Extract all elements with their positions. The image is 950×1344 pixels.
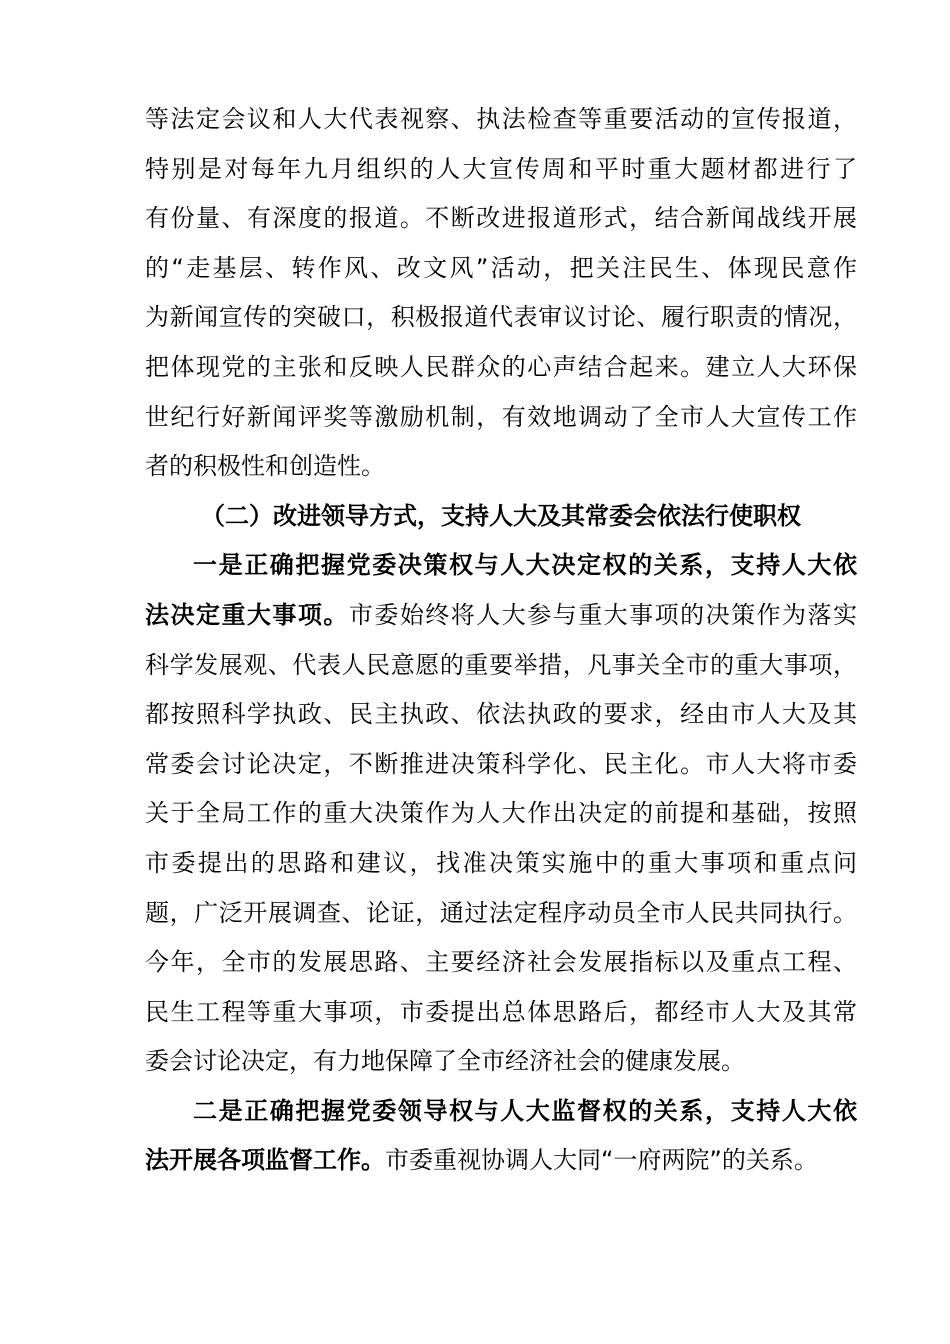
paragraph-line: [145, 194, 857, 244]
line-text: 为新闻宣传的突破口，积极报道代表审议讨论、履行职责的情况，: [145, 303, 857, 332]
line-text: 市委始终将人大参与重大事项的决策作为落实: [348, 600, 857, 629]
line-text: 关于全局工作的重大决策作为人大作出决定的前提和基础，按照: [145, 799, 857, 828]
bold-lead-text: 一是正确把握党委决策权与人大决定权的关系，支持人大依: [193, 551, 857, 580]
paragraph-line: [145, 740, 857, 790]
line-text: 把体现党的主张和反映人民群众的心声结合起来。建立人大环保: [145, 352, 857, 381]
bold-lead-text: 二是正确把握党委领导权与人大监督权的关系，支持人大依: [193, 1096, 857, 1125]
paragraph-line: [145, 1136, 857, 1186]
paragraph-line: [145, 1037, 857, 1087]
paragraph-line: [145, 541, 857, 591]
line-text: 科学发展观、代表人民意愿的重要举措，凡事关全市的重大事项，: [145, 650, 857, 679]
bold-lead-text: 法决定重大事项。: [145, 600, 349, 629]
paragraph-line: [145, 641, 857, 691]
paragraph-line: [145, 839, 857, 889]
line-text: 都按照科学执政、民主执政、依法执政的要求，经由市人大及其: [145, 700, 857, 729]
paragraph-line: [145, 789, 857, 839]
line-text: 题，广泛开展调查、论证，通过法定程序动员全市人民共同执行。: [145, 898, 857, 927]
line-text: 市委重视协调人大同“一府两院”的关系。: [385, 1146, 818, 1175]
paragraph-line: [145, 1087, 857, 1137]
line-text: 等法定会议和人大代表视察、执法检查等重要活动的宣传报道，: [145, 105, 857, 133]
line-text: 民生工程等重大事项，市委提出总体思路后，都经市人大及其常: [145, 997, 857, 1026]
line-text: 市委提出的思路和建议，找准决策实施中的重大事项和重点问: [145, 848, 857, 877]
paragraph-line: [145, 95, 857, 145]
paragraph-line: [145, 343, 857, 393]
line-text: 常委会讨论决定，不断推进决策科学化、民主化。市人大将市委: [145, 749, 857, 778]
section-heading: [145, 492, 857, 542]
line-text: 委会讨论决定，有力地保障了全市经济社会的健康发展。: [145, 1047, 745, 1076]
paragraph-line: [145, 889, 857, 939]
paragraph-line: [145, 938, 857, 988]
paragraph-line: [145, 442, 857, 492]
line-text: 特别是对每年九月组织的人大宣传周和平时重大题材都进行了: [145, 154, 857, 183]
line-text: 有份量、有深度的报道。不断改进报道形式，结合新闻战线开展: [145, 204, 857, 233]
line-text: 今年，全市的发展思路、主要经济社会发展指标以及重点工程、: [145, 948, 857, 977]
line-text: 的“走基层、转作风、改文风”活动，把关注民生、体现民意作: [145, 253, 857, 282]
bold-lead-text: 法开展各项监督工作。: [145, 1146, 385, 1175]
paragraph-line: [145, 244, 857, 294]
heading-text: （二）改进领导方式，支持人大及其常委会依法行使职权: [201, 501, 801, 530]
line-text: 者的积极性和创造性。: [145, 452, 385, 481]
paragraph-line: [145, 988, 857, 1038]
document-page: [145, 95, 857, 1186]
paragraph-line: [145, 393, 857, 443]
paragraph-line: [145, 690, 857, 740]
paragraph-line: [145, 293, 857, 343]
paragraph-line: [145, 591, 857, 641]
paragraph-line: [145, 145, 857, 195]
line-text: 世纪行好新闻评奖等激励机制，有效地调动了全市人大宣传工作: [145, 402, 857, 431]
